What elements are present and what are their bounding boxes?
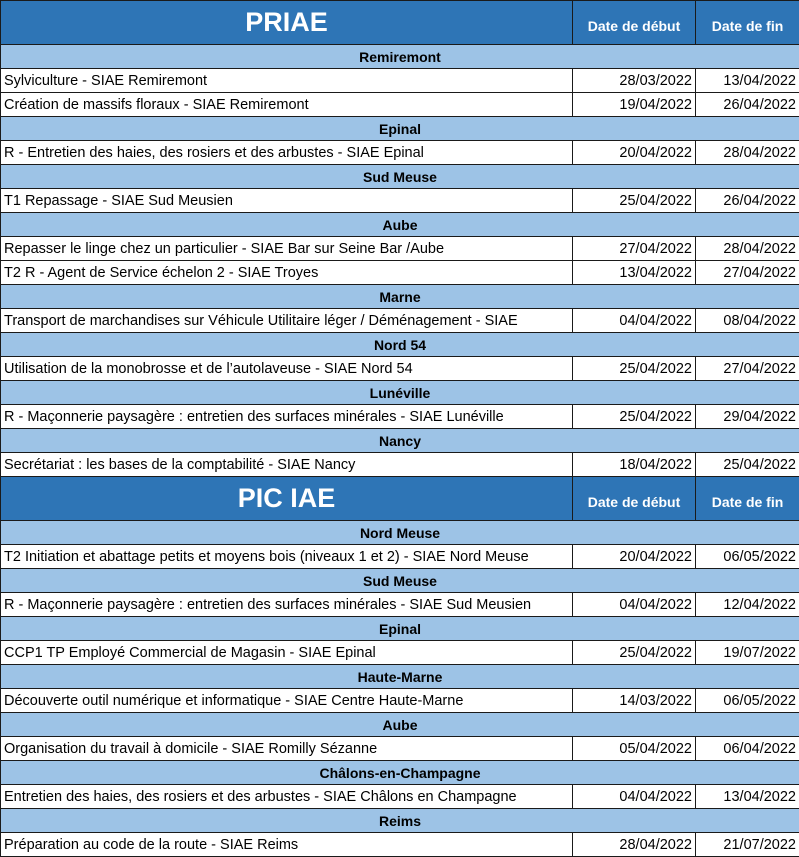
start-date-cell[interactable]: 04/04/2022: [573, 309, 696, 333]
training-name-cell[interactable]: Repasser le linge chez un particulier - SIAE Bar sur Seine Bar /Aube: [1, 237, 573, 261]
location-group-label: Lunéville: [1, 381, 799, 405]
location-group-row: [1, 665, 799, 689]
start-date-cell[interactable]: 25/04/2022: [573, 189, 696, 213]
start-date-cell[interactable]: 04/04/2022: [573, 785, 696, 809]
training-row: [1, 453, 799, 477]
end-date-column-header: Date de fin: [696, 477, 799, 521]
schedule-table-body: [1, 1, 799, 857]
section-title: PRIAE: [1, 1, 573, 45]
end-date-cell[interactable]: 19/07/2022: [696, 641, 799, 665]
training-name-cell[interactable]: R - Entretien des haies, des rosiers et des arbustes - SIAE Epinal: [1, 141, 573, 165]
training-name-cell[interactable]: Transport de marchandises sur Véhicule Utilitaire léger / Déménagement - SIAE: [1, 309, 573, 333]
start-date-column-header: Date de début: [573, 477, 696, 521]
start-date-cell[interactable]: 14/03/2022: [573, 689, 696, 713]
start-date-column-header: Date de début: [573, 1, 696, 45]
location-group-row: [1, 809, 799, 833]
section-header-row: [1, 477, 799, 521]
location-group-row: [1, 333, 799, 357]
start-date-cell[interactable]: 28/03/2022: [573, 69, 696, 93]
training-name-cell[interactable]: T1 Repassage - SIAE Sud Meusien: [1, 189, 573, 213]
training-name-cell[interactable]: Sylviculture - SIAE Remiremont: [1, 69, 573, 93]
start-date-cell[interactable]: 18/04/2022: [573, 453, 696, 477]
start-date-cell[interactable]: 25/04/2022: [573, 641, 696, 665]
location-group-label: Aube: [1, 213, 799, 237]
training-name-cell[interactable]: CCP1 TP Employé Commercial de Magasin - SIAE Epinal: [1, 641, 573, 665]
training-row: [1, 93, 799, 117]
training-row: [1, 737, 799, 761]
section-header-row: [1, 1, 799, 45]
end-date-cell[interactable]: 25/04/2022: [696, 453, 799, 477]
training-row: [1, 309, 799, 333]
location-group-label: Epinal: [1, 117, 799, 141]
training-row: [1, 357, 799, 381]
training-row: [1, 261, 799, 285]
end-date-cell[interactable]: 06/05/2022: [696, 689, 799, 713]
training-name-cell[interactable]: R - Maçonnerie paysagère : entretien des surfaces minérales - SIAE Sud Meusien: [1, 593, 573, 617]
location-group-row: [1, 117, 799, 141]
section-title: PIC IAE: [1, 477, 573, 521]
location-group-row: [1, 761, 799, 785]
training-row: [1, 833, 799, 857]
training-name-cell[interactable]: Entretien des haies, des rosiers et des arbustes - SIAE Châlons en Champagne: [1, 785, 573, 809]
training-row: [1, 545, 799, 569]
training-row: [1, 641, 799, 665]
location-group-label: Nord Meuse: [1, 521, 799, 545]
location-group-label: Nancy: [1, 429, 799, 453]
end-date-cell[interactable]: 26/04/2022: [696, 93, 799, 117]
training-row: [1, 189, 799, 213]
start-date-cell[interactable]: 25/04/2022: [573, 357, 696, 381]
location-group-row: [1, 569, 799, 593]
start-date-cell[interactable]: 20/04/2022: [573, 141, 696, 165]
end-date-cell[interactable]: 06/05/2022: [696, 545, 799, 569]
training-name-cell[interactable]: T2 Initiation et abattage petits et moyens bois (niveaux 1 et 2) - SIAE Nord Meuse: [1, 545, 573, 569]
start-date-cell[interactable]: 13/04/2022: [573, 261, 696, 285]
end-date-cell[interactable]: 28/04/2022: [696, 237, 799, 261]
location-group-label: Aube: [1, 713, 799, 737]
location-group-row: [1, 429, 799, 453]
training-name-cell[interactable]: Création de massifs floraux - SIAE Remiremont: [1, 93, 573, 117]
training-name-cell[interactable]: Organisation du travail à domicile - SIAE Romilly Sézanne: [1, 737, 573, 761]
end-date-cell[interactable]: 29/04/2022: [696, 405, 799, 429]
end-date-cell[interactable]: 28/04/2022: [696, 141, 799, 165]
start-date-cell[interactable]: 05/04/2022: [573, 737, 696, 761]
end-date-cell[interactable]: 08/04/2022: [696, 309, 799, 333]
training-name-cell[interactable]: Préparation au code de la route - SIAE Reims: [1, 833, 573, 857]
location-group-row: [1, 165, 799, 189]
end-date-cell[interactable]: 27/04/2022: [696, 357, 799, 381]
location-group-row: [1, 213, 799, 237]
location-group-row: [1, 285, 799, 309]
training-name-cell[interactable]: Découverte outil numérique et informatique - SIAE Centre Haute-Marne: [1, 689, 573, 713]
location-group-label: Marne: [1, 285, 799, 309]
location-group-label: Reims: [1, 809, 799, 833]
location-group-row: [1, 381, 799, 405]
location-group-label: Remiremont: [1, 45, 799, 69]
training-name-cell[interactable]: R - Maçonnerie paysagère : entretien des surfaces minérales - SIAE Lunéville: [1, 405, 573, 429]
start-date-cell[interactable]: 25/04/2022: [573, 405, 696, 429]
end-date-cell[interactable]: 13/04/2022: [696, 785, 799, 809]
location-group-label: Nord 54: [1, 333, 799, 357]
location-group-row: [1, 45, 799, 69]
location-group-label: Epinal: [1, 617, 799, 641]
training-name-cell[interactable]: Utilisation de la monobrosse et de l’autolaveuse - SIAE Nord 54: [1, 357, 573, 381]
start-date-cell[interactable]: 19/04/2022: [573, 93, 696, 117]
end-date-cell[interactable]: 13/04/2022: [696, 69, 799, 93]
location-group-row: [1, 617, 799, 641]
location-group-row: [1, 521, 799, 545]
start-date-cell[interactable]: 20/04/2022: [573, 545, 696, 569]
start-date-cell[interactable]: 04/04/2022: [573, 593, 696, 617]
training-row: [1, 593, 799, 617]
training-name-cell[interactable]: Secrétariat : les bases de la comptabilité - SIAE Nancy: [1, 453, 573, 477]
training-name-cell[interactable]: T2 R - Agent de Service échelon 2 - SIAE Troyes: [1, 261, 573, 285]
training-row: [1, 689, 799, 713]
end-date-cell[interactable]: 26/04/2022: [696, 189, 799, 213]
location-group-label: Châlons-en-Champagne: [1, 761, 799, 785]
end-date-cell[interactable]: 12/04/2022: [696, 593, 799, 617]
training-row: [1, 237, 799, 261]
start-date-cell[interactable]: 28/04/2022: [573, 833, 696, 857]
location-group-label: Sud Meuse: [1, 165, 799, 189]
location-group-label: Haute-Marne: [1, 665, 799, 689]
location-group-row: [1, 713, 799, 737]
training-row: [1, 785, 799, 809]
start-date-cell[interactable]: 27/04/2022: [573, 237, 696, 261]
training-row: [1, 141, 799, 165]
end-date-cell[interactable]: 06/04/2022: [696, 737, 799, 761]
location-group-label: Sud Meuse: [1, 569, 799, 593]
end-date-column-header: Date de fin: [696, 1, 799, 45]
training-row: [1, 69, 799, 93]
end-date-cell[interactable]: 21/07/2022: [696, 833, 799, 857]
end-date-cell[interactable]: 27/04/2022: [696, 261, 799, 285]
training-row: [1, 405, 799, 429]
